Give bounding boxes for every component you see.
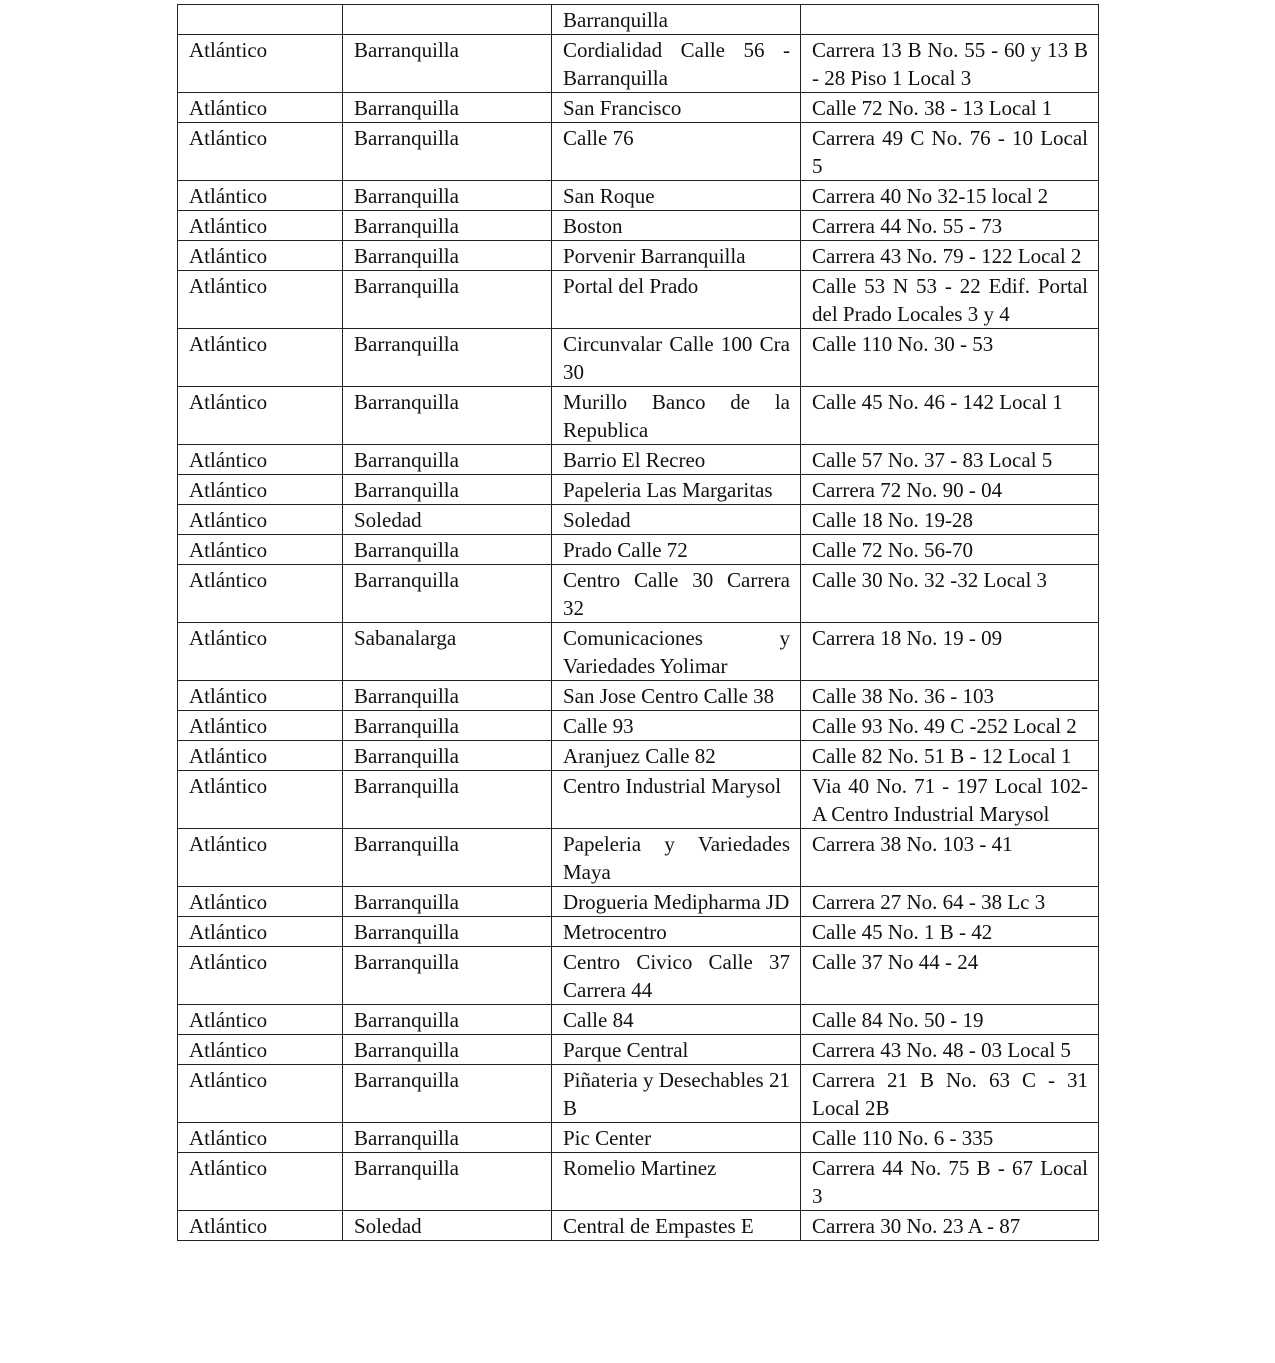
table-row	[178, 623, 1099, 681]
table-row	[178, 35, 1099, 93]
branch-name-cell: Prado Calle 72	[552, 535, 801, 565]
department-cell: Atlántico	[178, 947, 343, 1005]
branch-name-cell: Barranquilla	[552, 5, 801, 35]
address-cell: Calle 57 No. 37 - 83 Local 5	[801, 445, 1099, 475]
city-cell	[343, 5, 552, 35]
city-cell: Barranquilla	[343, 271, 552, 329]
city-cell: Barranquilla	[343, 741, 552, 771]
branch-name-cell: Porvenir Barranquilla	[552, 241, 801, 271]
city-cell: Sabanalarga	[343, 623, 552, 681]
department-cell: Atlántico	[178, 387, 343, 445]
table-row	[178, 1153, 1099, 1211]
city-cell: Barranquilla	[343, 711, 552, 741]
branch-name-cell: Pic Center	[552, 1123, 801, 1153]
city-cell: Barranquilla	[343, 387, 552, 445]
branch-name-cell: Barrio El Recreo	[552, 445, 801, 475]
table-row	[178, 505, 1099, 535]
address-cell: Carrera 13 B No. 55 - 60 y 13 B - 28 Piso 1 Local 3	[801, 35, 1099, 93]
city-cell: Barranquilla	[343, 123, 552, 181]
branch-name-cell: Centro Civico Calle 37 Carrera 44	[552, 947, 801, 1005]
branch-name-cell: Aranjuez Calle 82	[552, 741, 801, 771]
branch-name-cell: Boston	[552, 211, 801, 241]
department-cell: Atlántico	[178, 887, 343, 917]
city-cell: Barranquilla	[343, 93, 552, 123]
branch-name-cell: Centro Industrial Marysol	[552, 771, 801, 829]
address-cell: Carrera 38 No. 103 - 41	[801, 829, 1099, 887]
branch-name-cell: Calle 93	[552, 711, 801, 741]
city-cell: Barranquilla	[343, 1065, 552, 1123]
branch-name-cell: Calle 76	[552, 123, 801, 181]
address-cell: Calle 45 No. 46 - 142 Local 1	[801, 387, 1099, 445]
address-cell: Calle 93 No. 49 C -252 Local 2	[801, 711, 1099, 741]
address-cell: Via 40 No. 71 - 197 Local 102-A Centro Industrial Marysol	[801, 771, 1099, 829]
department-cell: Atlántico	[178, 329, 343, 387]
department-cell: Atlántico	[178, 1035, 343, 1065]
branch-name-cell: Papeleria y Variedades Maya	[552, 829, 801, 887]
branch-name-cell: Circunvalar Calle 100 Cra 30	[552, 329, 801, 387]
branch-name-cell: Portal del Prado	[552, 271, 801, 329]
table-row	[178, 445, 1099, 475]
department-cell: Atlántico	[178, 1005, 343, 1035]
department-cell: Atlántico	[178, 623, 343, 681]
branch-name-cell: Cordialidad Calle 56 - Barranquilla	[552, 35, 801, 93]
address-cell: Carrera 27 No. 64 - 38 Lc 3	[801, 887, 1099, 917]
address-cell: Carrera 44 No. 55 - 73	[801, 211, 1099, 241]
department-cell: Atlántico	[178, 1153, 343, 1211]
city-cell: Barranquilla	[343, 1153, 552, 1211]
address-cell: Calle 110 No. 30 - 53	[801, 329, 1099, 387]
branch-name-cell: Murillo Banco de la Republica	[552, 387, 801, 445]
address-cell: Calle 72 No. 38 - 13 Local 1	[801, 93, 1099, 123]
table-row	[178, 565, 1099, 623]
address-cell: Calle 110 No. 6 - 335	[801, 1123, 1099, 1153]
department-cell: Atlántico	[178, 93, 343, 123]
department-cell: Atlántico	[178, 181, 343, 211]
city-cell: Barranquilla	[343, 241, 552, 271]
city-cell: Barranquilla	[343, 181, 552, 211]
table-row	[178, 829, 1099, 887]
table-row	[178, 1123, 1099, 1153]
address-cell	[801, 5, 1099, 35]
department-cell: Atlántico	[178, 711, 343, 741]
department-cell: Atlántico	[178, 917, 343, 947]
city-cell: Barranquilla	[343, 947, 552, 1005]
table-row	[178, 241, 1099, 271]
address-cell: Carrera 40 No 32-15 local 2	[801, 181, 1099, 211]
city-cell: Barranquilla	[343, 475, 552, 505]
department-cell: Atlántico	[178, 565, 343, 623]
branch-name-cell: Metrocentro	[552, 917, 801, 947]
department-cell: Atlántico	[178, 241, 343, 271]
table-row	[178, 741, 1099, 771]
address-cell: Calle 18 No. 19-28	[801, 505, 1099, 535]
branch-name-cell: Central de Empastes E	[552, 1211, 801, 1241]
branch-name-cell: Piñateria y Desechables 21 B	[552, 1065, 801, 1123]
table-row	[178, 917, 1099, 947]
department-cell	[178, 5, 343, 35]
city-cell: Barranquilla	[343, 35, 552, 93]
address-cell: Carrera 21 B No. 63 C - 31 Local 2B	[801, 1065, 1099, 1123]
table-row	[178, 387, 1099, 445]
department-cell: Atlántico	[178, 123, 343, 181]
city-cell: Barranquilla	[343, 1035, 552, 1065]
table-row	[178, 681, 1099, 711]
city-cell: Soledad	[343, 505, 552, 535]
city-cell: Barranquilla	[343, 535, 552, 565]
branch-name-cell: San Francisco	[552, 93, 801, 123]
city-cell: Barranquilla	[343, 1005, 552, 1035]
table-row	[178, 1211, 1099, 1241]
address-cell: Carrera 43 No. 79 - 122 Local 2	[801, 241, 1099, 271]
table-row	[178, 329, 1099, 387]
city-cell: Barranquilla	[343, 329, 552, 387]
address-cell: Calle 53 N 53 - 22 Edif. Portal del Prado Locales 3 y 4	[801, 271, 1099, 329]
table-row	[178, 211, 1099, 241]
branch-name-cell: Drogueria Medipharma JD	[552, 887, 801, 917]
address-cell: Carrera 43 No. 48 - 03 Local 5	[801, 1035, 1099, 1065]
branch-name-cell: Romelio Martinez	[552, 1153, 801, 1211]
department-cell: Atlántico	[178, 829, 343, 887]
address-cell: Calle 45 No. 1 B - 42	[801, 917, 1099, 947]
department-cell: Atlántico	[178, 1123, 343, 1153]
branch-name-cell: Parque Central	[552, 1035, 801, 1065]
city-cell: Barranquilla	[343, 771, 552, 829]
address-cell: Calle 72 No. 56-70	[801, 535, 1099, 565]
address-cell: Carrera 49 C No. 76 - 10 Local 5	[801, 123, 1099, 181]
address-cell: Carrera 72 No. 90 - 04	[801, 475, 1099, 505]
table-row	[178, 93, 1099, 123]
table-row	[178, 1005, 1099, 1035]
table-row	[178, 887, 1099, 917]
address-cell: Calle 37 No 44 - 24	[801, 947, 1099, 1005]
table-row	[178, 535, 1099, 565]
table-row	[178, 181, 1099, 211]
table-row	[178, 475, 1099, 505]
city-cell: Barranquilla	[343, 565, 552, 623]
city-cell: Barranquilla	[343, 1123, 552, 1153]
address-cell: Carrera 44 No. 75 B - 67 Local 3	[801, 1153, 1099, 1211]
department-cell: Atlántico	[178, 271, 343, 329]
department-cell: Atlántico	[178, 475, 343, 505]
department-cell: Atlántico	[178, 1211, 343, 1241]
city-cell: Soledad	[343, 1211, 552, 1241]
address-cell: Carrera 18 No. 19 - 09	[801, 623, 1099, 681]
branch-name-cell: Soledad	[552, 505, 801, 535]
address-cell: Carrera 30 No. 23 A - 87	[801, 1211, 1099, 1241]
department-cell: Atlántico	[178, 741, 343, 771]
address-cell: Calle 30 No. 32 -32 Local 3	[801, 565, 1099, 623]
table-row	[178, 1035, 1099, 1065]
city-cell: Barranquilla	[343, 829, 552, 887]
department-cell: Atlántico	[178, 771, 343, 829]
department-cell: Atlántico	[178, 681, 343, 711]
department-cell: Atlántico	[178, 211, 343, 241]
branch-name-cell: Comunicaciones y Variedades Yolimar	[552, 623, 801, 681]
branch-name-cell: Calle 84	[552, 1005, 801, 1035]
branch-name-cell: Centro Calle 30 Carrera 32	[552, 565, 801, 623]
branch-name-cell: Papeleria Las Margaritas	[552, 475, 801, 505]
table-row	[178, 271, 1099, 329]
city-cell: Barranquilla	[343, 445, 552, 475]
table-row	[178, 1065, 1099, 1123]
table-row	[178, 771, 1099, 829]
city-cell: Barranquilla	[343, 211, 552, 241]
department-cell: Atlántico	[178, 445, 343, 475]
address-cell: Calle 38 No. 36 - 103	[801, 681, 1099, 711]
city-cell: Barranquilla	[343, 917, 552, 947]
city-cell: Barranquilla	[343, 887, 552, 917]
address-cell: Calle 82 No. 51 B - 12 Local 1	[801, 741, 1099, 771]
department-cell: Atlántico	[178, 1065, 343, 1123]
city-cell: Barranquilla	[343, 681, 552, 711]
address-cell: Calle 84 No. 50 - 19	[801, 1005, 1099, 1035]
branch-address-table	[177, 4, 1099, 1241]
department-cell: Atlántico	[178, 35, 343, 93]
table-row	[178, 123, 1099, 181]
table-row	[178, 947, 1099, 1005]
table-row	[178, 5, 1099, 35]
department-cell: Atlántico	[178, 505, 343, 535]
table-body	[178, 5, 1099, 1241]
branch-name-cell: San Jose Centro Calle 38	[552, 681, 801, 711]
branch-name-cell: San Roque	[552, 181, 801, 211]
table-row	[178, 711, 1099, 741]
department-cell: Atlántico	[178, 535, 343, 565]
